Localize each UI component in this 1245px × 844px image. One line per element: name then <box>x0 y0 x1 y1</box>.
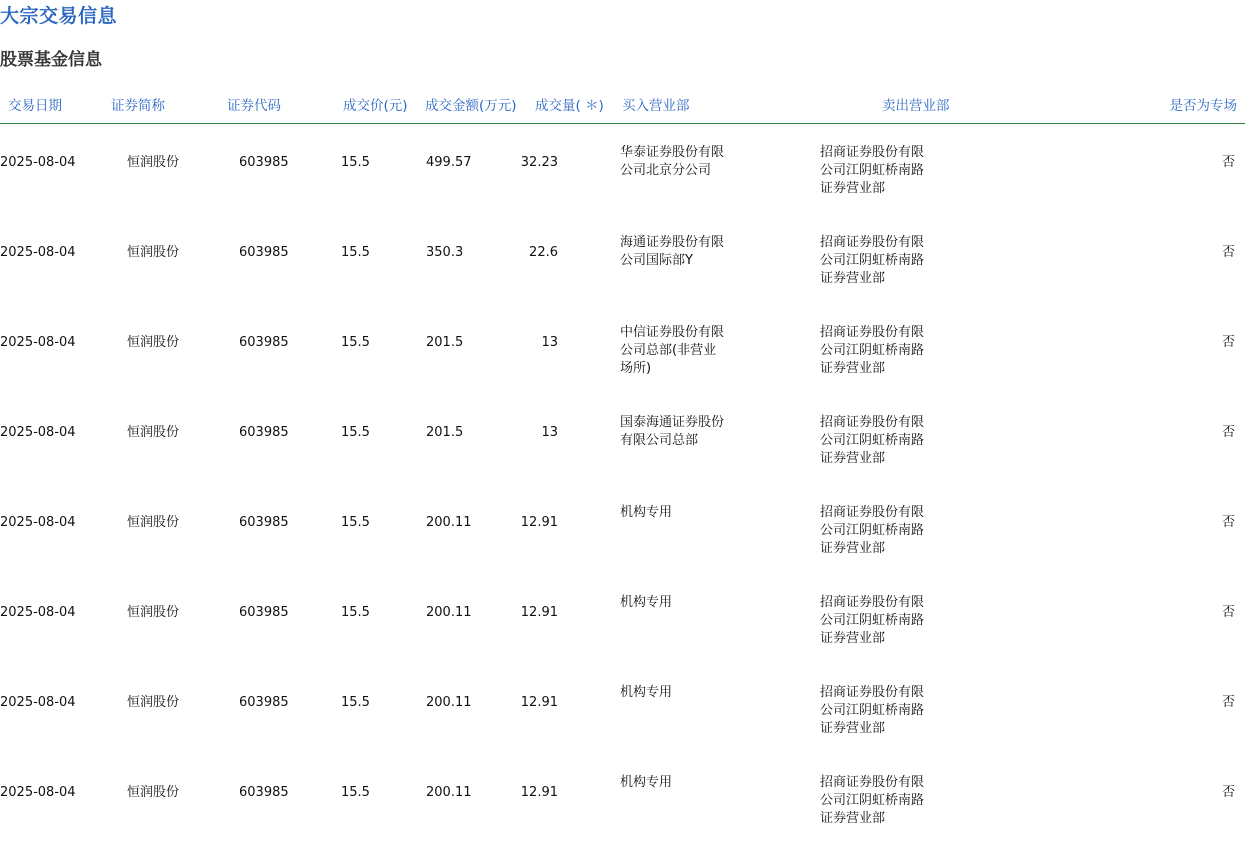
table-row <box>0 124 1245 214</box>
section-title: 股票基金信息 <box>0 50 102 70</box>
cell-trade-date: 2025-08-04 <box>0 515 76 530</box>
cell-security-code: 603985 <box>239 515 289 530</box>
cell-buyer-branch: 机构专用 <box>620 595 673 610</box>
cell-security-code: 603985 <box>239 155 289 170</box>
cell-trade-date: 2025-08-04 <box>0 335 76 350</box>
cell-price: 15.5 <box>341 695 370 710</box>
header-seller-branch[interactable]: 卖出营业部 <box>882 98 950 114</box>
cell-amount: 200.11 <box>426 605 472 620</box>
cell-special-session: 否 <box>1221 515 1235 530</box>
header-security-name[interactable]: 证券简称 <box>111 98 165 114</box>
cell-volume: 13 <box>541 425 558 440</box>
cell-security-name: 恒润股份 <box>127 245 180 260</box>
cell-amount: 201.5 <box>426 425 464 440</box>
header-trade-date[interactable]: 交易日期 <box>8 98 62 114</box>
cell-security-name: 恒润股份 <box>127 695 180 710</box>
cell-volume: 12.91 <box>520 695 558 710</box>
cell-seller-branch: 招商证券股份有限公司江阴虹桥南路证券营业部 <box>820 505 925 556</box>
cell-amount: 499.57 <box>426 155 472 170</box>
table-row <box>0 754 1245 844</box>
cell-seller-branch: 招商证券股份有限公司江阴虹桥南路证券营业部 <box>820 775 925 826</box>
cell-special-session: 否 <box>1221 245 1235 260</box>
cell-special-session: 否 <box>1221 785 1235 800</box>
header-buyer-branch[interactable]: 买入营业部 <box>622 98 690 114</box>
cell-buyer-branch: 海通证券股份有限公司国际部Y <box>620 235 725 268</box>
cell-price: 15.5 <box>341 515 370 530</box>
cell-amount: 200.11 <box>426 785 472 800</box>
cell-trade-date: 2025-08-04 <box>0 695 76 710</box>
cell-amount: 201.5 <box>426 335 464 350</box>
cell-special-session: 否 <box>1221 335 1235 350</box>
table-body <box>0 124 1245 844</box>
cell-buyer-branch: 机构专用 <box>620 775 673 790</box>
header-security-code[interactable]: 证券代码 <box>227 98 281 114</box>
cell-price: 15.5 <box>341 425 370 440</box>
cell-amount: 200.11 <box>426 515 472 530</box>
cell-volume: 22.6 <box>529 245 558 260</box>
cell-special-session: 否 <box>1221 605 1235 620</box>
cell-volume: 13 <box>541 335 558 350</box>
block-trade-table <box>0 88 1245 844</box>
cell-security-name: 恒润股份 <box>127 335 180 350</box>
cell-seller-branch: 招商证券股份有限公司江阴虹桥南路证券营业部 <box>820 415 925 466</box>
cell-buyer-branch: 华泰证券股份有限公司北京分公司 <box>620 145 725 178</box>
cell-security-name: 恒润股份 <box>127 425 180 440</box>
table-row <box>0 394 1245 484</box>
table-header <box>0 88 1245 124</box>
cell-price: 15.5 <box>341 785 370 800</box>
cell-volume: 12.91 <box>520 605 558 620</box>
cell-volume: 12.91 <box>520 515 558 530</box>
cell-amount: 200.11 <box>426 695 472 710</box>
cell-trade-date: 2025-08-04 <box>0 425 76 440</box>
cell-security-name: 恒润股份 <box>127 785 180 800</box>
cell-security-code: 603985 <box>239 605 289 620</box>
cell-price: 15.5 <box>341 155 370 170</box>
cell-security-code: 603985 <box>239 245 289 260</box>
header-volume[interactable]: 成交量( ＊) <box>535 98 604 114</box>
table-row <box>0 574 1245 664</box>
cell-security-code: 603985 <box>239 425 289 440</box>
cell-security-code: 603985 <box>239 785 289 800</box>
cell-security-name: 恒润股份 <box>127 605 180 620</box>
cell-special-session: 否 <box>1221 155 1235 170</box>
cell-security-code: 603985 <box>239 335 289 350</box>
table-row <box>0 484 1245 574</box>
cell-trade-date: 2025-08-04 <box>0 245 76 260</box>
table-row <box>0 214 1245 304</box>
cell-special-session: 否 <box>1221 425 1235 440</box>
cell-seller-branch: 招商证券股份有限公司江阴虹桥南路证券营业部 <box>820 145 925 196</box>
table-row <box>0 664 1245 754</box>
cell-volume: 32.23 <box>520 155 558 170</box>
cell-trade-date: 2025-08-04 <box>0 605 76 620</box>
page-title: 大宗交易信息 <box>0 5 118 27</box>
cell-buyer-branch: 中信证券股份有限公司总部(非营业场所) <box>620 325 725 376</box>
cell-security-code: 603985 <box>239 695 289 710</box>
cell-security-name: 恒润股份 <box>127 155 180 170</box>
cell-volume: 12.91 <box>520 785 558 800</box>
cell-seller-branch: 招商证券股份有限公司江阴虹桥南路证券营业部 <box>820 325 925 376</box>
cell-buyer-branch: 机构专用 <box>620 505 673 520</box>
header-price[interactable]: 成交价(元) <box>343 98 408 114</box>
cell-trade-date: 2025-08-04 <box>0 155 76 170</box>
table-row <box>0 304 1245 394</box>
cell-price: 15.5 <box>341 245 370 260</box>
cell-seller-branch: 招商证券股份有限公司江阴虹桥南路证券营业部 <box>820 685 925 736</box>
cell-buyer-branch: 国泰海通证券股份有限公司总部 <box>620 415 725 448</box>
cell-trade-date: 2025-08-04 <box>0 785 76 800</box>
cell-buyer-branch: 机构专用 <box>620 685 673 700</box>
cell-special-session: 否 <box>1221 695 1235 710</box>
header-amount[interactable]: 成交金额(万元) <box>425 98 517 114</box>
header-special-session[interactable]: 是否为专场 <box>1169 98 1237 114</box>
cell-seller-branch: 招商证券股份有限公司江阴虹桥南路证券营业部 <box>820 595 925 646</box>
cell-security-name: 恒润股份 <box>127 515 180 530</box>
cell-amount: 350.3 <box>426 245 464 260</box>
cell-seller-branch: 招商证券股份有限公司江阴虹桥南路证券营业部 <box>820 235 925 286</box>
cell-price: 15.5 <box>341 605 370 620</box>
cell-price: 15.5 <box>341 335 370 350</box>
